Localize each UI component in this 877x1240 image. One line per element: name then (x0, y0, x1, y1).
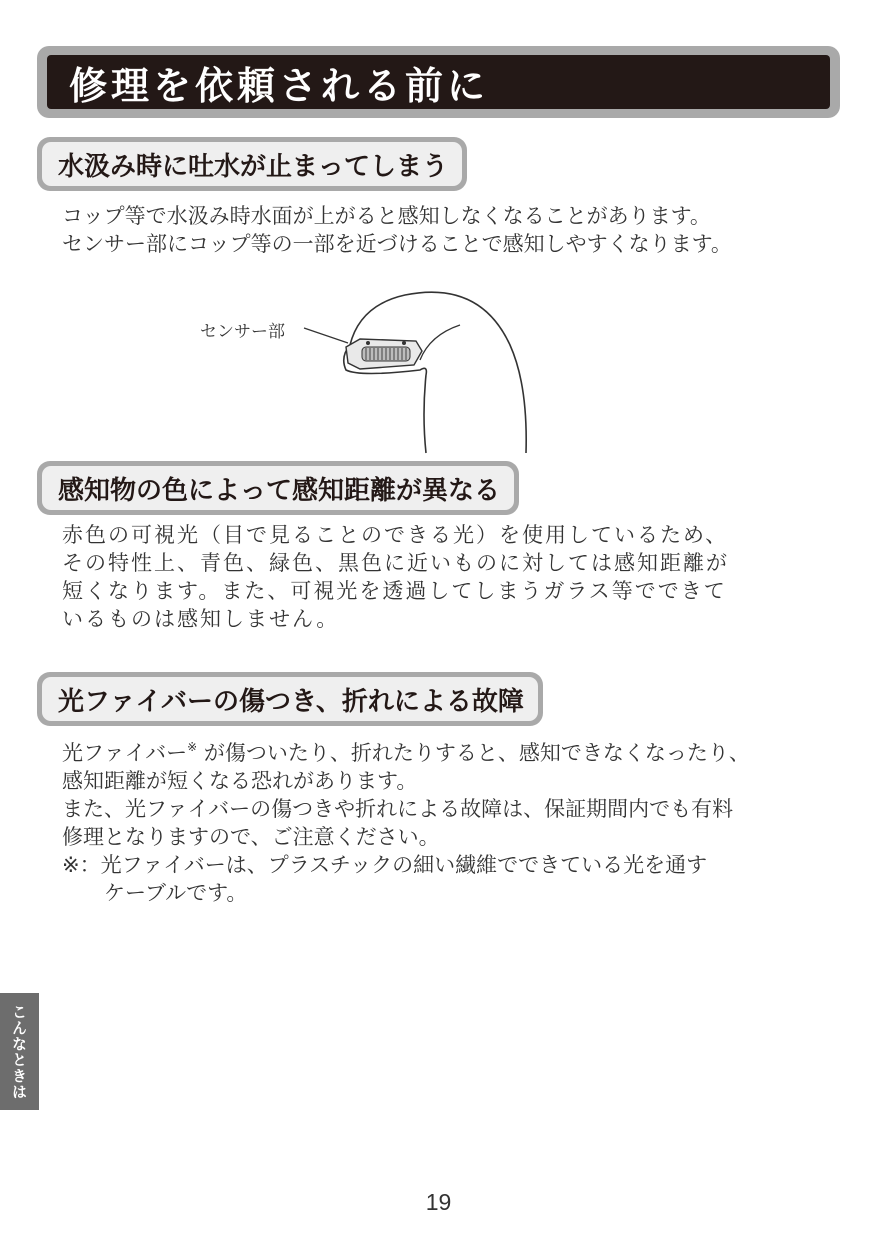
page-title-background (47, 55, 830, 109)
body-text: が傷ついたり、折れたりすると、感知できなくなったり、 (203, 741, 750, 765)
section-heading-text: 感知物の色によって感知距離が異なる (58, 475, 501, 506)
page-title: 修理を依頼される前に (69, 63, 490, 108)
footnote-continuation: ケーブルです。 (104, 881, 248, 905)
body-text: 光ファイバー (62, 741, 188, 765)
section-heading-text: 水汲み時に吐水が止まってしまう (58, 151, 449, 182)
side-index-tab (0, 993, 39, 1110)
body-line: 短くなります。また、可視光を透過してしまうガラス等でできて (62, 579, 727, 603)
body-line: その特性上、青色、緑色、黒色に近いものに対しては感知距離が (62, 551, 729, 575)
section-heading-water-stop (37, 137, 467, 191)
page-title-bar (37, 46, 840, 118)
section-body-water-stop (62, 202, 832, 258)
section-body-fiber-damage (62, 733, 832, 907)
sensor-label: センサー部 (200, 322, 285, 342)
body-line (62, 733, 832, 767)
section-heading-fiber-damage (37, 672, 543, 726)
section-heading-text: 光ファイバーの傷つき、折れによる故障 (58, 686, 524, 717)
footnote-mark: ※ (187, 740, 198, 754)
section-body-color-distance (62, 521, 832, 633)
body-line: センサー部にコップ等の一部を近づけることで感知しやすくなります。 (62, 232, 732, 256)
body-line: 赤色の可視光（目で見ることのできる光）を使用しているため、 (62, 523, 729, 547)
side-index-label: こんなときは (10, 1003, 28, 1100)
body-line: 感知距離が短くなる恐れがあります。 (62, 769, 418, 793)
faucet-sensor-illustration (190, 285, 550, 460)
body-line: コップ等で水汲み時水面が上がると感知しなくなることがあります。 (62, 204, 711, 228)
body-line: また、光ファイバーの傷つきや折れによる故障は、保証期間内でも有料 (62, 797, 734, 821)
body-line: いるものは感知しません。 (62, 607, 340, 631)
section-heading-color-distance (37, 461, 519, 515)
page-number: 19 (425, 1189, 452, 1215)
body-line: 修理となりますので、ご注意ください。 (62, 825, 440, 849)
footnote-line: ※：光ファイバーは、プラスチックの細い繊維でできている光を通す (62, 853, 708, 877)
